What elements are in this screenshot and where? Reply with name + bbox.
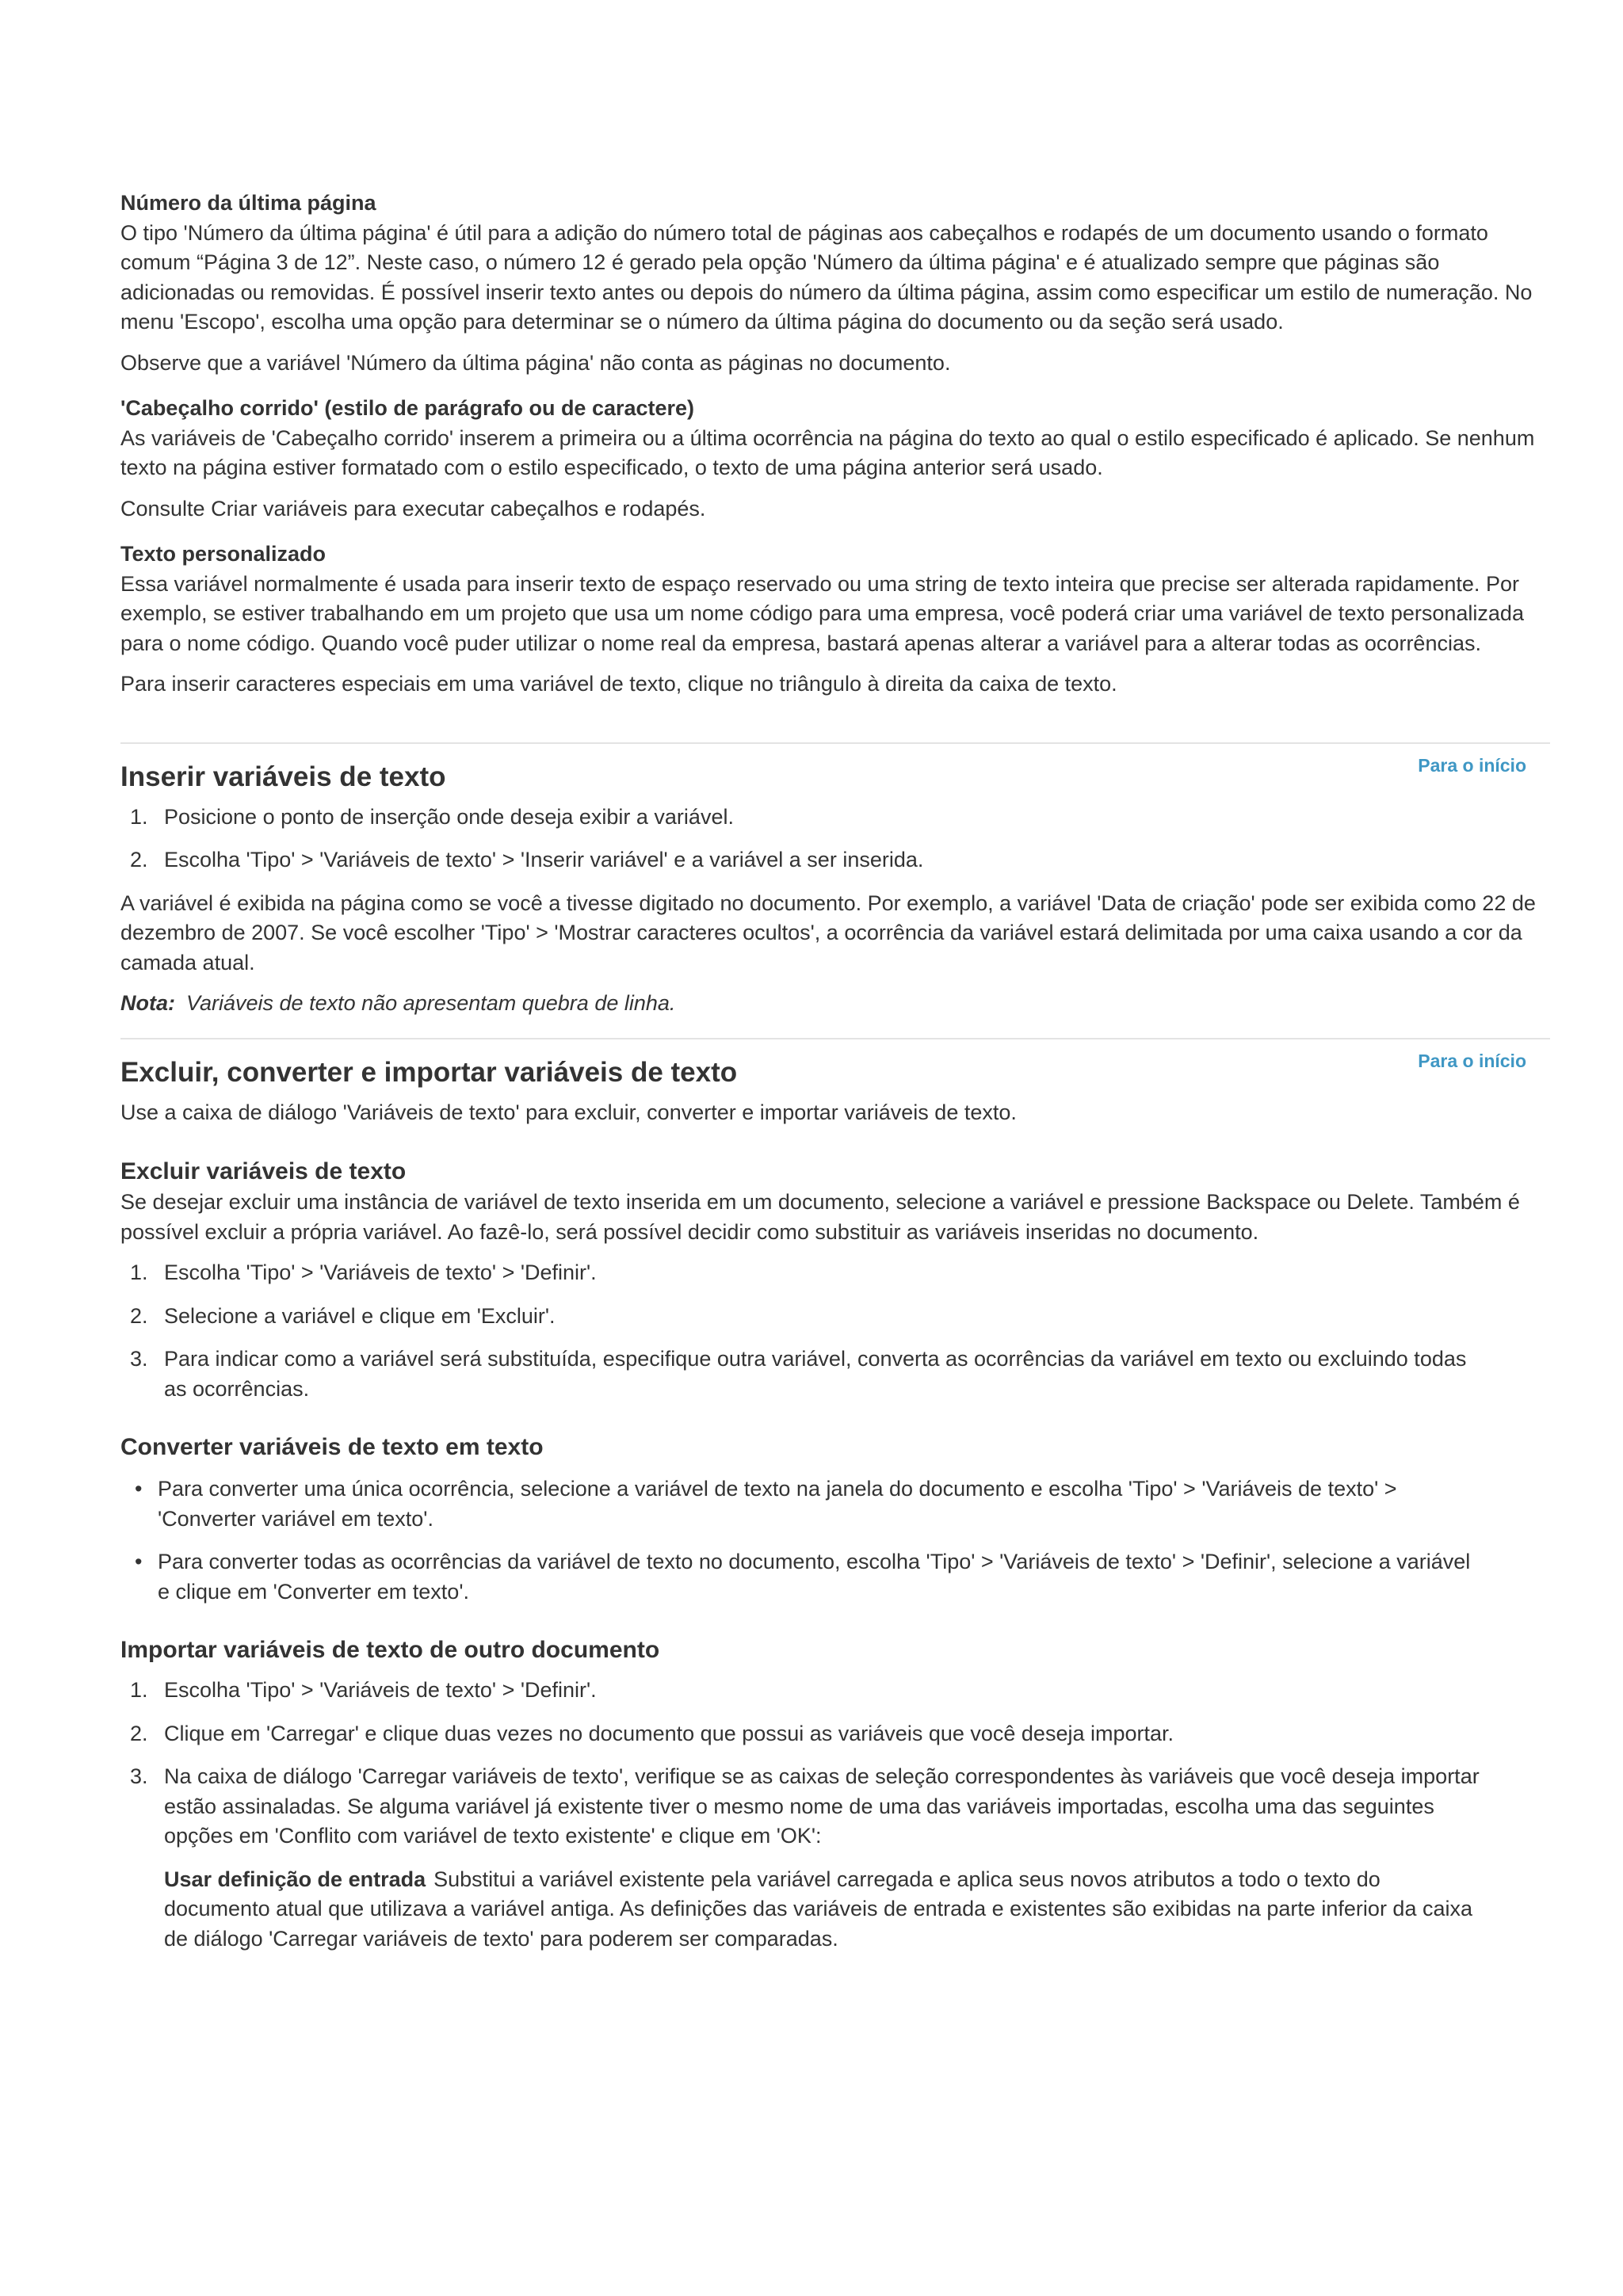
delete-paragraph: Se desejar excluir uma instância de variável de texto inserida em um documento, selecione a variável e pressione Backspace ou Delete. Também é possível excluir a própria variável. Ao fazê-lo, será possível decidir como substituir as variáveis inseridas no documento. [120, 1190, 1520, 1244]
delete-steps-list [120, 1258, 1550, 1404]
list-item: • Para converter todas as ocorrências da variável de texto no documento, escolha 'Tipo' > 'Variáveis de texto' > 'Definir', selecione a variável e clique em 'Converter em texto'. [135, 1550, 1471, 1604]
running-header-paragraph: As variáveis de 'Cabeçalho corrido' inserem a primeira ou a última ocorrência na página do texto ao qual o estilo especificado é aplicado. Se nenhum texto na página estiver formatado com o estilo especificado, o texto de uma página anterior será usado. [120, 425, 1535, 479]
option-definition [120, 1865, 1480, 1955]
section-intro: Use a caixa de diálogo 'Variáveis de texto' para excluir, converter e importar variáveis de texto. [120, 1100, 1017, 1124]
insert-steps-list [120, 803, 1550, 875]
last-page-number-note: Observe que a variável 'Número da última página' não conta as páginas no documento. [120, 350, 951, 375]
list-item: 1. Escolha 'Tipo' > 'Variáveis de texto' > 'Definir'. [130, 1261, 597, 1284]
last-page-number-title: Número da última página [120, 191, 376, 215]
note-text: Variáveis de texto não apresentam quebra de linha. [186, 991, 676, 1015]
running-header-title: 'Cabeçalho corrido' (estilo de parágrafo ou de caractere) [120, 396, 695, 420]
delete-convert-import-section [120, 1038, 1550, 1955]
running-header-reference: Consulte Criar variáveis para executar cabeçalhos e rodapés. [120, 496, 706, 521]
custom-text-special-chars: Para inserir caracteres especiais em uma variável de texto, clique no triângulo à direita da caixa de texto. [120, 672, 1117, 696]
list-item: • Para converter uma única ocorrência, selecione a variável de texto na janela do documento e escolha 'Tipo' > 'Variáveis de texto' > 'Converter variável em texto'. [135, 1477, 1397, 1531]
convert-bullets-list [120, 1474, 1550, 1607]
note [120, 989, 1550, 1019]
document-page [120, 189, 1550, 1954]
insert-paragraph: A variável é exibida na página como se você a tivesse digitado no documento. Por exemplo, a variável 'Data de criação' pode ser exibida como 22 de dezembro de 2007. Se você escolher 'Tipo' > 'Mostrar caracteres ocultos', a ocorrência da variável estará delimitada por uma caixa usando a cor da camada atual. [120, 891, 1536, 974]
list-item: 3. Para indicar como a variável será substituída, especifique outra variável, converta as ocorrências da variável em texto ou excluindo todas as ocorrências. [130, 1347, 1467, 1401]
list-item: 1. Escolha 'Tipo' > 'Variáveis de texto' > 'Definir'. [130, 1678, 597, 1702]
list-item: 2. Clique em 'Carregar' e clique duas vezes no documento que possui as variáveis que você deseja importar. [130, 1721, 1174, 1745]
section-heading: Inserir variáveis de texto [120, 761, 446, 792]
list-item: 2. Selecione a variável e clique em 'Excluir'. [130, 1303, 556, 1328]
custom-text-title: Texto personalizado [120, 542, 327, 566]
delete-subheading: Excluir variáveis de texto [120, 1158, 407, 1184]
list-item: 1. Posicione o ponto de inserção onde deseja exibir a variável. [130, 804, 734, 829]
option-term: Usar definição de entrada [164, 1867, 426, 1891]
back-to-top-link[interactable]: Para o início [1418, 1050, 1526, 1071]
list-item: 2. Escolha 'Tipo' > 'Variáveis de texto' > 'Inserir variável' e a variável a ser inserida. [130, 848, 924, 871]
last-page-number-paragraph: O tipo 'Número da última página' é útil para a adição do número total de páginas aos cabeçalhos e rodapés de um documento usando o formato comum “Página 3 de 12”. Neste caso, o número 12 é gerado pela opção 'Número da última página' e é atualizado sempre que páginas são adicionadas ou removidas. É possível inserir texto antes ou depois do número da última página, assim como especificar um estilo de numeração. No menu 'Escopo', escolha uma opção para determinar se o número da última página do documento ou da seção será usado. [120, 220, 1533, 334]
option-text: Substitui a variável existente pela variável carregada e aplica seus novos atributos a todo o texto do documento atual que utilizava a variável antiga. As definições das variáveis de entrada e existentes são exibidas na parte inferior da caixa de diálogo 'Carregar variáveis de texto' para poderem ser comparadas. [164, 1867, 1472, 1951]
section-heading: Excluir, converter e importar variáveis de texto [120, 1056, 738, 1088]
back-to-top-link[interactable]: Para o início [1418, 754, 1526, 776]
insert-text-variables-section [120, 742, 1550, 1019]
list-item: 3. Na caixa de diálogo 'Carregar variáveis de texto', verifique se as caixas de seleção correspondentes às variáveis que você deseja importar estão assinaladas. Se alguma variável já existente tiver o mesmo nome de uma das variáveis importadas, escolha uma das seguintes opções em 'Conflito com variável de texto existente' e clique em 'OK': [130, 1764, 1480, 1848]
note-label: Nota: [120, 991, 175, 1015]
import-subheading: Importar variáveis de texto de outro documento [120, 1637, 660, 1663]
custom-text-paragraph: Essa variável normalmente é usada para inserir texto de espaço reservado ou uma string de texto inteira que precise ser alterada rapidamente. Por exemplo, se estiver trabalhando em um projeto que usa um nome código para uma empresa, você poderá criar uma variável de texto personalizada para o nome código. Quando você puder utilizar o nome real da empresa, bastará apenas alterar a variável para a alterar todas as ocorrências. [120, 571, 1524, 655]
import-steps-list [120, 1676, 1550, 1852]
convert-subheading: Converter variáveis de texto em texto [120, 1434, 544, 1460]
